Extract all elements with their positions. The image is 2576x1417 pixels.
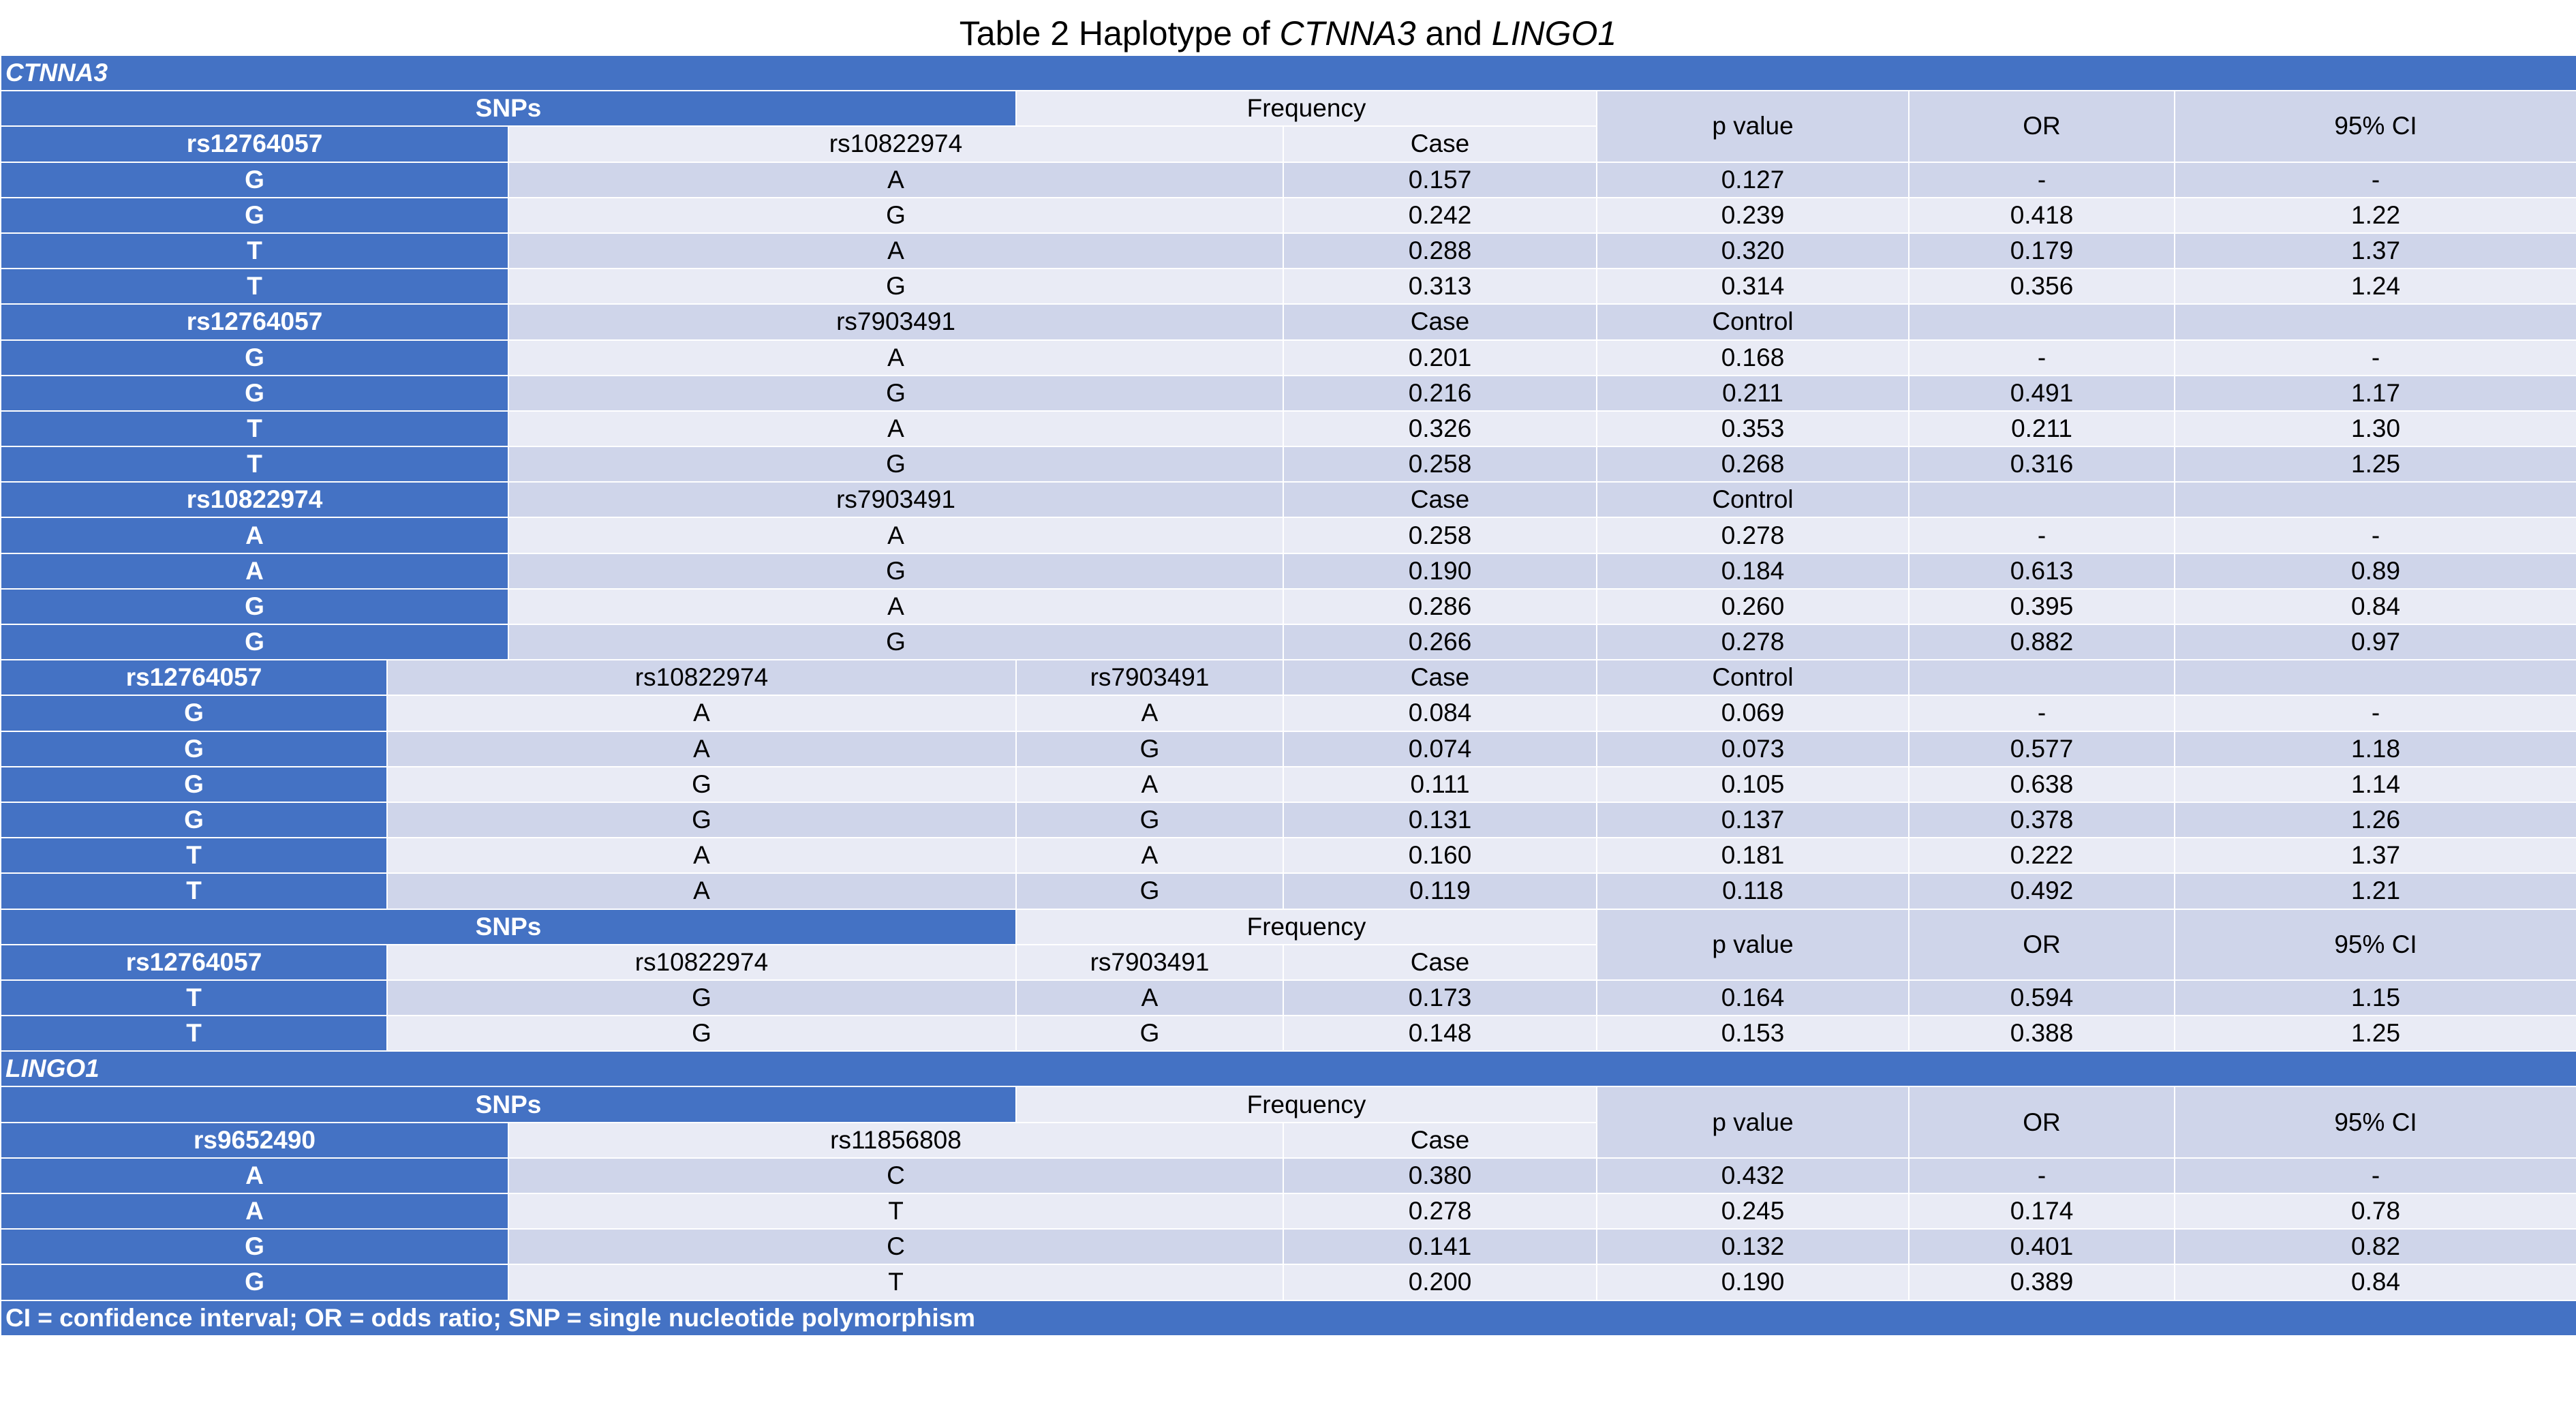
p-value: 0.395 bbox=[1909, 589, 2175, 624]
p-value: 0.401 bbox=[1909, 1229, 2175, 1264]
table-row bbox=[1, 767, 2576, 802]
odds-ratio: - bbox=[2175, 340, 2576, 376]
case-frequency: 0.160 bbox=[1283, 838, 1597, 873]
p-value: 0.179 bbox=[1909, 233, 2175, 269]
odds-ratio: 1.25 bbox=[2175, 1016, 2576, 1051]
table-row bbox=[1, 980, 2576, 1016]
ci-header: 95% CI bbox=[2175, 909, 2576, 980]
table-row bbox=[1, 695, 2576, 731]
snps-header: SNPs bbox=[1, 91, 1016, 126]
allele-2: T bbox=[508, 1264, 1283, 1300]
control-frequency: 0.069 bbox=[1597, 695, 1909, 731]
snp3-header: rs7903491 bbox=[1016, 945, 1283, 980]
control-frequency: 0.278 bbox=[1597, 624, 1909, 660]
case-frequency: 0.148 bbox=[1283, 1016, 1597, 1051]
p-value: - bbox=[1909, 162, 2175, 198]
table-row bbox=[1, 624, 2576, 660]
table-row bbox=[1, 553, 2576, 589]
p-value: 0.389 bbox=[1909, 1264, 2175, 1300]
allele-3: A bbox=[1016, 980, 1283, 1016]
allele-1: G bbox=[1, 340, 508, 376]
odds-ratio: - bbox=[2175, 695, 2576, 731]
p-value: 0.577 bbox=[1909, 731, 2175, 767]
empty-cell bbox=[2175, 660, 2576, 695]
case-header: Case bbox=[1283, 660, 1597, 695]
control-frequency: 0.314 bbox=[1597, 269, 1909, 304]
allele-1: A bbox=[1, 1158, 508, 1193]
frequency-header: Frequency bbox=[1016, 909, 1597, 945]
allele-1: T bbox=[1, 838, 387, 873]
table-row bbox=[1, 517, 2576, 553]
allele-1: G bbox=[1, 1264, 508, 1300]
table-row bbox=[1, 873, 2576, 909]
allele-2: A bbox=[508, 517, 1283, 553]
odds-ratio: 0.82 bbox=[2175, 1229, 2576, 1264]
allele-1: G bbox=[1, 767, 387, 802]
p-value: - bbox=[1909, 340, 2175, 376]
case-frequency: 0.266 bbox=[1283, 624, 1597, 660]
snp1-header: rs12764057 bbox=[1, 304, 508, 339]
allele-2: G bbox=[387, 767, 1016, 802]
odds-ratio: 0.97 bbox=[2175, 624, 2576, 660]
snp2-header: rs7903491 bbox=[508, 304, 1283, 339]
p-value-header: p value bbox=[1597, 909, 1909, 980]
case-frequency: 0.074 bbox=[1283, 731, 1597, 767]
table-row bbox=[1, 1193, 2576, 1229]
snp1-header: rs10822974 bbox=[1, 482, 508, 517]
control-frequency: 0.260 bbox=[1597, 589, 1909, 624]
snps-header: SNPs bbox=[1, 909, 1016, 945]
title-prefix: Table 2 Haplotype of bbox=[959, 14, 1280, 52]
table-row bbox=[1, 482, 2576, 517]
control-frequency: 0.245 bbox=[1597, 1193, 1909, 1229]
snp1-header: rs12764057 bbox=[1, 945, 387, 980]
table-row bbox=[1, 1264, 2576, 1300]
table-row bbox=[1, 660, 2576, 695]
allele-1: T bbox=[1, 1016, 387, 1051]
odds-ratio: - bbox=[2175, 517, 2576, 553]
odds-ratio: 0.89 bbox=[2175, 553, 2576, 589]
control-frequency: 0.320 bbox=[1597, 233, 1909, 269]
title-mid: and bbox=[1415, 14, 1492, 52]
snp2-header: rs11856808 bbox=[508, 1123, 1283, 1158]
table-row bbox=[1, 731, 2576, 767]
control-frequency: 0.073 bbox=[1597, 731, 1909, 767]
allele-2: A bbox=[387, 695, 1016, 731]
case-frequency: 0.201 bbox=[1283, 340, 1597, 376]
odds-ratio: 0.84 bbox=[2175, 1264, 2576, 1300]
table-row bbox=[1, 1051, 2576, 1086]
case-frequency: 0.200 bbox=[1283, 1264, 1597, 1300]
control-frequency: 0.268 bbox=[1597, 446, 1909, 482]
table-body bbox=[1, 55, 2576, 1336]
allele-1: T bbox=[1, 411, 508, 446]
snp1-header: rs12764057 bbox=[1, 660, 387, 695]
control-frequency: 0.168 bbox=[1597, 340, 1909, 376]
table-row bbox=[1, 1016, 2576, 1051]
allele-2: A bbox=[508, 233, 1283, 269]
allele-2: G bbox=[508, 269, 1283, 304]
table-title bbox=[0, 10, 2576, 57]
allele-2: A bbox=[508, 162, 1283, 198]
or-header: OR bbox=[1909, 1086, 2175, 1157]
case-frequency: 0.380 bbox=[1283, 1158, 1597, 1193]
control-frequency: 0.211 bbox=[1597, 376, 1909, 411]
allele-2: G bbox=[508, 198, 1283, 233]
empty-cell bbox=[1909, 304, 2175, 339]
case-frequency: 0.286 bbox=[1283, 589, 1597, 624]
allele-1: A bbox=[1, 517, 508, 553]
allele-1: G bbox=[1, 624, 508, 660]
odds-ratio: - bbox=[2175, 1158, 2576, 1193]
case-frequency: 0.141 bbox=[1283, 1229, 1597, 1264]
frequency-header: Frequency bbox=[1016, 1086, 1597, 1122]
allele-2: G bbox=[508, 553, 1283, 589]
table-row bbox=[1, 909, 2576, 945]
control-frequency: 0.118 bbox=[1597, 873, 1909, 909]
frequency-header: Frequency bbox=[1016, 91, 1597, 126]
table-row bbox=[1, 1300, 2576, 1336]
snp2-header: rs7903491 bbox=[508, 482, 1283, 517]
snp2-header: rs10822974 bbox=[387, 945, 1016, 980]
p-value: - bbox=[1909, 1158, 2175, 1193]
allele-2: A bbox=[508, 340, 1283, 376]
table-row bbox=[1, 838, 2576, 873]
odds-ratio: 1.14 bbox=[2175, 767, 2576, 802]
p-value: - bbox=[1909, 517, 2175, 553]
allele-1: A bbox=[1, 1193, 508, 1229]
snp1-header: rs12764057 bbox=[1, 126, 508, 162]
allele-1: G bbox=[1, 731, 387, 767]
title-gene-ctnna3: CTNNA3 bbox=[1279, 14, 1416, 52]
or-header: OR bbox=[1909, 91, 2175, 162]
control-frequency: 0.184 bbox=[1597, 553, 1909, 589]
table-row bbox=[1, 55, 2576, 91]
odds-ratio: 1.26 bbox=[2175, 802, 2576, 838]
p-value: 0.491 bbox=[1909, 376, 2175, 411]
control-frequency: 0.105 bbox=[1597, 767, 1909, 802]
allele-3: A bbox=[1016, 695, 1283, 731]
odds-ratio: 1.25 bbox=[2175, 446, 2576, 482]
case-header: Case bbox=[1283, 304, 1597, 339]
case-header: Case bbox=[1283, 1123, 1597, 1158]
case-frequency: 0.131 bbox=[1283, 802, 1597, 838]
case-frequency: 0.313 bbox=[1283, 269, 1597, 304]
case-header: Case bbox=[1283, 482, 1597, 517]
p-value: 0.492 bbox=[1909, 873, 2175, 909]
odds-ratio: 1.21 bbox=[2175, 873, 2576, 909]
case-frequency: 0.084 bbox=[1283, 695, 1597, 731]
table-row bbox=[1, 376, 2576, 411]
control-header: Control bbox=[1597, 304, 1909, 339]
ci-header: 95% CI bbox=[2175, 91, 2576, 162]
allele-2: G bbox=[508, 624, 1283, 660]
case-frequency: 0.326 bbox=[1283, 411, 1597, 446]
allele-2: G bbox=[508, 446, 1283, 482]
allele-3: G bbox=[1016, 873, 1283, 909]
odds-ratio: 1.24 bbox=[2175, 269, 2576, 304]
control-frequency: 0.181 bbox=[1597, 838, 1909, 873]
allele-1: T bbox=[1, 873, 387, 909]
p-value-header: p value bbox=[1597, 91, 1909, 162]
allele-3: G bbox=[1016, 802, 1283, 838]
empty-cell bbox=[1909, 482, 2175, 517]
allele-1: G bbox=[1, 589, 508, 624]
allele-2: A bbox=[387, 731, 1016, 767]
footnote: CI = confidence interval; OR = odds ratio; SNP = single nucleotide polymorphism bbox=[1, 1300, 2576, 1336]
allele-1: G bbox=[1, 162, 508, 198]
odds-ratio: 1.18 bbox=[2175, 731, 2576, 767]
table-row bbox=[1, 162, 2576, 198]
allele-2: A bbox=[387, 873, 1016, 909]
allele-1: A bbox=[1, 553, 508, 589]
table-row bbox=[1, 91, 2576, 126]
case-frequency: 0.278 bbox=[1283, 1193, 1597, 1229]
odds-ratio: 1.15 bbox=[2175, 980, 2576, 1016]
odds-ratio: 1.22 bbox=[2175, 198, 2576, 233]
table-row bbox=[1, 446, 2576, 482]
table-row bbox=[1, 589, 2576, 624]
p-value: 0.613 bbox=[1909, 553, 2175, 589]
empty-cell bbox=[2175, 304, 2576, 339]
control-frequency: 0.127 bbox=[1597, 162, 1909, 198]
snp2-header: rs10822974 bbox=[508, 126, 1283, 162]
allele-2: A bbox=[387, 838, 1016, 873]
allele-2: C bbox=[508, 1158, 1283, 1193]
case-header: Case bbox=[1283, 945, 1597, 980]
control-frequency: 0.132 bbox=[1597, 1229, 1909, 1264]
table-row bbox=[1, 304, 2576, 339]
allele-2: A bbox=[508, 411, 1283, 446]
allele-2: T bbox=[508, 1193, 1283, 1229]
odds-ratio: 0.84 bbox=[2175, 589, 2576, 624]
table-row bbox=[1, 411, 2576, 446]
table-row bbox=[1, 1229, 2576, 1264]
snp2-header: rs10822974 bbox=[387, 660, 1016, 695]
allele-1: T bbox=[1, 980, 387, 1016]
control-header: Control bbox=[1597, 660, 1909, 695]
odds-ratio: - bbox=[2175, 162, 2576, 198]
control-frequency: 0.239 bbox=[1597, 198, 1909, 233]
control-frequency: 0.190 bbox=[1597, 1264, 1909, 1300]
ci-header: 95% CI bbox=[2175, 1086, 2576, 1157]
p-value: 0.388 bbox=[1909, 1016, 2175, 1051]
allele-3: G bbox=[1016, 1016, 1283, 1051]
p-value: 0.222 bbox=[1909, 838, 2175, 873]
case-frequency: 0.288 bbox=[1283, 233, 1597, 269]
control-frequency: 0.353 bbox=[1597, 411, 1909, 446]
allele-2: G bbox=[387, 980, 1016, 1016]
control-frequency: 0.278 bbox=[1597, 517, 1909, 553]
snp1-header: rs9652490 bbox=[1, 1123, 508, 1158]
p-value: 0.378 bbox=[1909, 802, 2175, 838]
case-frequency: 0.258 bbox=[1283, 446, 1597, 482]
table-row bbox=[1, 1158, 2576, 1193]
allele-3: A bbox=[1016, 838, 1283, 873]
control-frequency: 0.137 bbox=[1597, 802, 1909, 838]
allele-1: G bbox=[1, 1229, 508, 1264]
allele-2: G bbox=[387, 1016, 1016, 1051]
allele-3: A bbox=[1016, 767, 1283, 802]
empty-cell bbox=[1909, 660, 2175, 695]
snp3-header: rs7903491 bbox=[1016, 660, 1283, 695]
allele-1: T bbox=[1, 233, 508, 269]
odds-ratio: 0.78 bbox=[2175, 1193, 2576, 1229]
p-value: 0.356 bbox=[1909, 269, 2175, 304]
allele-1: G bbox=[1, 376, 508, 411]
p-value: 0.638 bbox=[1909, 767, 2175, 802]
allele-2: C bbox=[508, 1229, 1283, 1264]
control-header: Control bbox=[1597, 482, 1909, 517]
p-value: 0.211 bbox=[1909, 411, 2175, 446]
allele-2: A bbox=[508, 589, 1283, 624]
section-label-ctnna3: CTNNA3 bbox=[1, 55, 2576, 91]
allele-1: G bbox=[1, 802, 387, 838]
p-value: 0.174 bbox=[1909, 1193, 2175, 1229]
empty-cell bbox=[2175, 482, 2576, 517]
table-row bbox=[1, 802, 2576, 838]
odds-ratio: 1.37 bbox=[2175, 233, 2576, 269]
case-frequency: 0.111 bbox=[1283, 767, 1597, 802]
table-row bbox=[1, 340, 2576, 376]
case-frequency: 0.216 bbox=[1283, 376, 1597, 411]
control-frequency: 0.153 bbox=[1597, 1016, 1909, 1051]
case-frequency: 0.119 bbox=[1283, 873, 1597, 909]
odds-ratio: 1.17 bbox=[2175, 376, 2576, 411]
table-row bbox=[1, 198, 2576, 233]
odds-ratio: 1.37 bbox=[2175, 838, 2576, 873]
control-frequency: 0.164 bbox=[1597, 980, 1909, 1016]
title-gene-lingo1: LINGO1 bbox=[1491, 14, 1617, 52]
case-frequency: 0.242 bbox=[1283, 198, 1597, 233]
p-value-header: p value bbox=[1597, 1086, 1909, 1157]
section-label-lingo1: LINGO1 bbox=[1, 1051, 2576, 1086]
p-value: - bbox=[1909, 695, 2175, 731]
case-frequency: 0.258 bbox=[1283, 517, 1597, 553]
table-row bbox=[1, 1086, 2576, 1122]
p-value: 0.418 bbox=[1909, 198, 2175, 233]
allele-1: T bbox=[1, 269, 508, 304]
allele-3: G bbox=[1016, 731, 1283, 767]
allele-2: G bbox=[508, 376, 1283, 411]
p-value: 0.594 bbox=[1909, 980, 2175, 1016]
or-header: OR bbox=[1909, 909, 2175, 980]
control-frequency: 0.432 bbox=[1597, 1158, 1909, 1193]
odds-ratio: 1.30 bbox=[2175, 411, 2576, 446]
allele-1: G bbox=[1, 198, 508, 233]
table-row bbox=[1, 269, 2576, 304]
snps-header: SNPs bbox=[1, 1086, 1016, 1122]
case-frequency: 0.190 bbox=[1283, 553, 1597, 589]
case-frequency: 0.173 bbox=[1283, 980, 1597, 1016]
table-row bbox=[1, 233, 2576, 269]
p-value: 0.882 bbox=[1909, 624, 2175, 660]
allele-2: G bbox=[387, 802, 1016, 838]
p-value: 0.316 bbox=[1909, 446, 2175, 482]
haplotype-table bbox=[0, 55, 2576, 1337]
allele-1: T bbox=[1, 446, 508, 482]
case-header: Case bbox=[1283, 126, 1597, 162]
allele-1: G bbox=[1, 695, 387, 731]
case-frequency: 0.157 bbox=[1283, 162, 1597, 198]
